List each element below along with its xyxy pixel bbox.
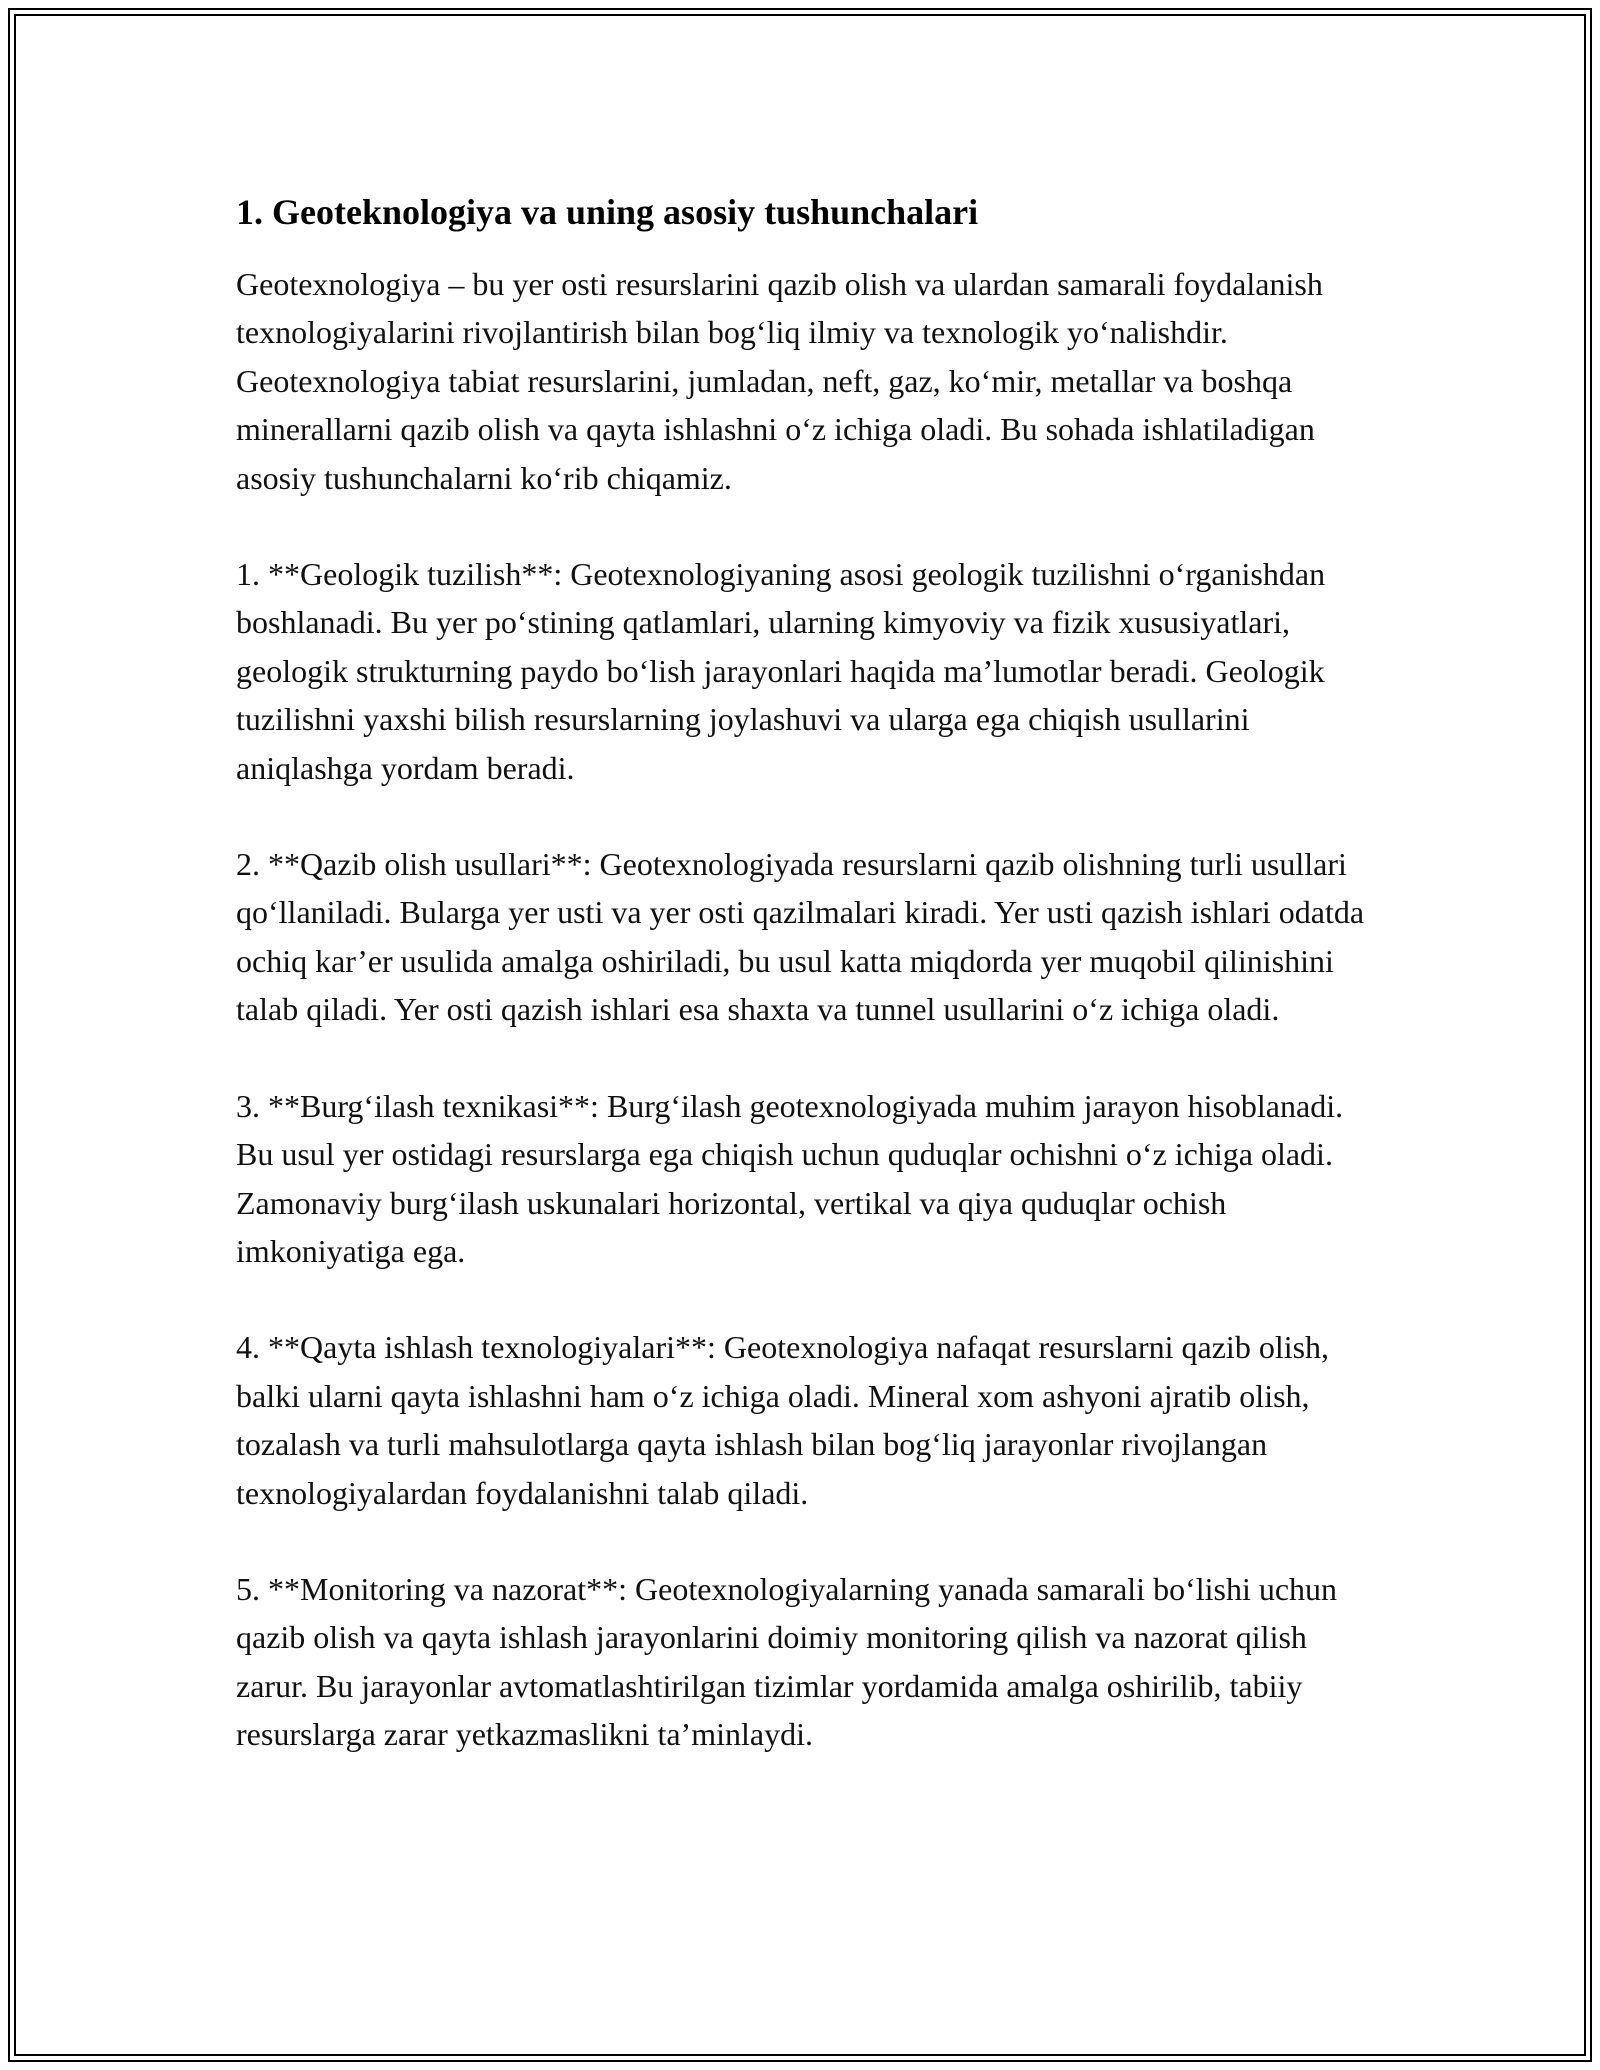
intro-paragraph: Geotexnologiya – bu yer osti resurslarini qazib olish va ulardan samarali foydalanish texnologiyalarini rivojlantirish bilan bog‘liq ilmiy va texnologik yo‘nalishdir. Geotexnologiya tabiat resurslarini, jumladan, neft, gaz, ko‘mir, metallar va boshqa minerallarni qazib olish va qayta ishlashni o‘z ichiga oladi. Bu sohada ishlatiladigan asosiy tushunchalarni ko‘rib chiqamiz. — [236, 266, 1323, 496]
paragraph-qayta-ishlash: 4. **Qayta ishlash texnologiyalari**: Geotexnologiya nafaqat resurslarni qazib olish, balki ularni qayta ishlashni ham o‘z ichiga oladi. Mineral xom ashyoni ajratib olish, tozalash va turli mahsulotlarga qayta ishlash bilan bog‘liq jarayonlar rivojlangan texnologiyalardan foydalanishni talab qiladi. — [236, 1329, 1330, 1511]
paragraph-geologik-tuzilish: 1. **Geologik tuzilish**: Geotexnologiyaning asosi geologik tuzilishni o‘rganishdan boshlanadi. Bu yer po‘stining qatlamlari, ularning kimyoviy va fizik xususiyatlari, geologik strukturning paydo bo‘lish jarayonlari haqida ma’lumotlar beradi. Geologik tuzilishni yaxshi bilish resurslarning joylashuvi va ularga ega chiqish usullarini aniqlashga yordam beradi. — [236, 556, 1326, 786]
document-title: 1. Geoteknologiya va uning asosiy tushunchalari — [236, 192, 979, 232]
paragraph-qazib-olish-usullari: 2. **Qazib olish usullari**: Geotexnologiyada resurslarni qazib olishning turli usullari qo‘llaniladi. Bularga yer usti va yer osti qazilmalari kiradi. Yer usti qazish ishlari odatda ochiq kar’er usulida amalga oshiriladi, bu usul katta miqdorda yer muqobil qilinishini talab qiladi. Yer osti qazish ishlari esa shaxta va tunnel usullarini o‘z ichiga oladi. — [236, 846, 1365, 1028]
document-body — [236, 188, 1366, 1807]
paragraph-burgilash-texnikasi: 3. **Burg‘ilash texnikasi**: Burg‘ilash geotexnologiyada muhim jarayon hisoblanadi. Bu usul yer ostidagi resurslarga ega chiqish uchun quduqlar ochishni o‘z ichiga oladi. Zamonaviy burg‘ilash uskunalari horizontal, vertikal va qiya quduqlar ochish imkoniyatiga ega. — [236, 1087, 1344, 1269]
paragraph-monitoring-nazorat: 5. **Monitoring va nazorat**: Geotexnologiyalarning yanada samarali bo‘lishi uchun qazib olish va qayta ishlash jarayonlarini doimiy monitoring qilish va nazorat qilish zarur. Bu jarayonlar avtomatlashtirilgan tizimlar yordamida amalga oshirilib, tabiiy resurslarga zarar yetkazmaslikni ta’minlaydi. — [236, 1570, 1338, 1753]
